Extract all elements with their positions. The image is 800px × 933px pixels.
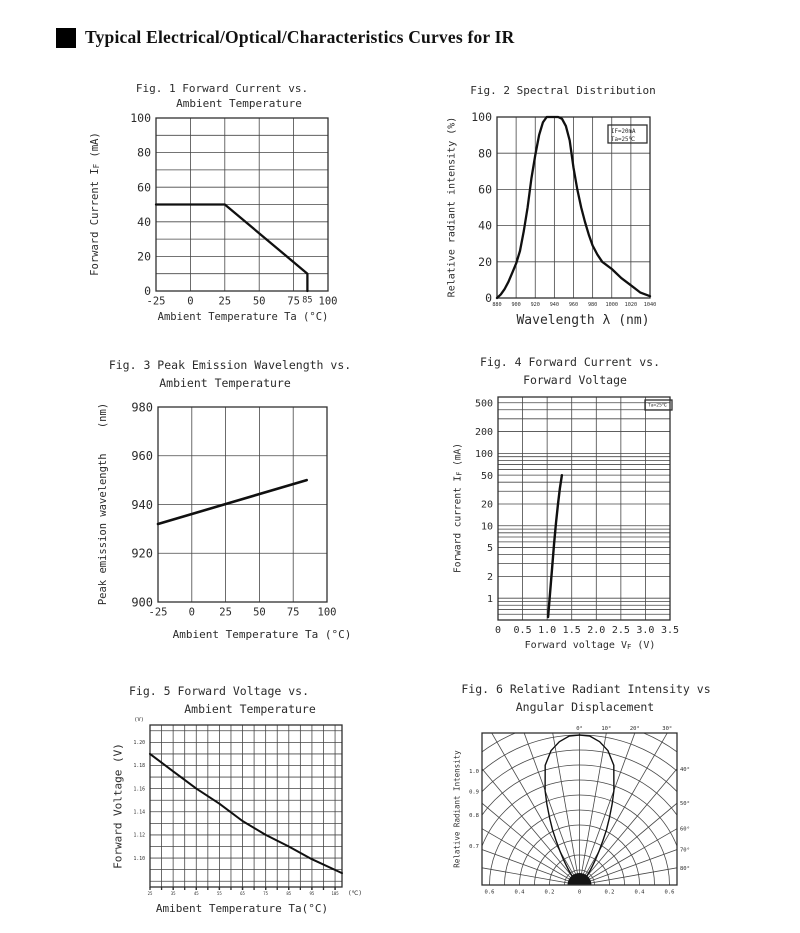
svg-text:80°: 80° (680, 865, 690, 872)
svg-text:500: 500 (474, 398, 493, 410)
svg-text:980: 980 (587, 302, 598, 309)
svg-text:1.10: 1.10 (133, 856, 145, 862)
figure-5-x-axis-label: Amibent Temperature Ta(°C) (155, 902, 329, 915)
svg-text:2.0: 2.0 (587, 625, 606, 636)
svg-text:1: 1 (486, 593, 493, 605)
figure-6-title-line2: Angular Displacement (515, 700, 655, 714)
svg-text:1.14: 1.14 (133, 810, 145, 816)
svg-text:1.18: 1.18 (133, 764, 145, 770)
svg-text:0.2: 0.2 (544, 889, 555, 896)
bullet-square-icon (56, 28, 76, 48)
figure-4-plot (420, 352, 800, 662)
svg-text:20: 20 (480, 499, 493, 511)
svg-text:60: 60 (137, 180, 151, 195)
svg-text:1.5: 1.5 (562, 625, 581, 636)
svg-text:(℃): (℃) (348, 890, 362, 897)
svg-text:0: 0 (577, 889, 582, 896)
svg-text:1.12: 1.12 (133, 833, 145, 839)
figure-2-title-line1: Fig. 2 Spectral Distribution (470, 84, 656, 97)
svg-text:(V): (V) (134, 717, 144, 723)
svg-text:940: 940 (131, 497, 153, 512)
svg-text:55: 55 (216, 891, 222, 896)
svg-text:1.16: 1.16 (133, 787, 145, 793)
figure-4-x-axis-label: Forward voltage VF (V) (524, 640, 656, 652)
svg-text:5: 5 (486, 543, 493, 555)
figure-2-y-axis-label: Relative radiant intensity (%) (446, 116, 458, 298)
figure-3 (60, 352, 390, 652)
svg-text:960: 960 (568, 302, 579, 309)
figure-3-title-line2: Ambient Temperature (159, 376, 291, 390)
svg-text:95: 95 (309, 891, 315, 896)
svg-text:105: 105 (331, 891, 339, 896)
figure-4-y-axis-label: Forward current IF (mA) (452, 443, 464, 573)
svg-text:0.5: 0.5 (513, 625, 532, 636)
svg-text:920: 920 (131, 546, 153, 561)
figure-1-y-axis-label: Forward Current IF (mA) (89, 132, 102, 276)
svg-text:0: 0 (485, 291, 492, 306)
svg-text:60°: 60° (680, 826, 690, 833)
svg-text:1040: 1040 (643, 302, 657, 309)
svg-text:940: 940 (549, 302, 560, 309)
svg-text:100: 100 (471, 110, 492, 125)
svg-text:100: 100 (317, 606, 337, 619)
svg-text:100: 100 (474, 448, 493, 460)
figure-5-y-axis-label: Forward Voltage (V) (111, 743, 125, 869)
svg-text:980: 980 (131, 400, 153, 415)
svg-text:200: 200 (474, 427, 493, 439)
svg-text:35: 35 (170, 891, 176, 896)
svg-text:3.0: 3.0 (636, 625, 655, 636)
svg-text:0.6: 0.6 (484, 889, 495, 896)
svg-text:60: 60 (478, 182, 492, 197)
svg-text:0: 0 (144, 284, 151, 299)
svg-text:900: 900 (511, 302, 521, 309)
svg-text:85: 85 (286, 891, 292, 896)
svg-text:920: 920 (530, 302, 540, 309)
svg-text:0°: 0° (576, 726, 583, 732)
figure-2-x-axis-label: Wavelength λ (nm) (516, 313, 650, 328)
svg-text:880: 880 (492, 302, 502, 309)
svg-text:75: 75 (286, 606, 300, 619)
svg-text:100: 100 (130, 111, 151, 126)
figure-5-plot (60, 680, 400, 930)
figure-3-title-line1: Fig. 3 Peak Emission Wavelength vs. (108, 358, 352, 372)
svg-text:75: 75 (287, 295, 300, 308)
svg-text:1.0: 1.0 (469, 769, 479, 776)
svg-text:0.7: 0.7 (469, 844, 479, 851)
svg-text:85: 85 (302, 295, 313, 306)
svg-text:960: 960 (131, 449, 153, 464)
page-title: Typical Electrical/Optical/Characteristics Curves for IR (85, 27, 515, 47)
figure-1-title-line2: Ambient Temperature (176, 97, 302, 110)
svg-text:0: 0 (494, 625, 502, 636)
svg-text:50: 50 (252, 295, 266, 308)
figure-5-title-line2: Ambient Temperature (184, 702, 316, 716)
svg-text:0: 0 (188, 606, 195, 619)
svg-text:75: 75 (263, 891, 269, 896)
svg-text:70°: 70° (680, 847, 690, 854)
svg-text:65: 65 (240, 891, 245, 896)
svg-text:1020: 1020 (624, 302, 638, 309)
svg-text:50: 50 (253, 606, 266, 619)
figure-2 (420, 78, 780, 358)
svg-text:40: 40 (478, 218, 492, 233)
figure-4 (420, 352, 800, 662)
figure-3-plot (60, 352, 390, 652)
svg-text:45: 45 (193, 891, 199, 896)
svg-text:1000: 1000 (605, 302, 618, 309)
svg-text:25: 25 (218, 295, 232, 308)
svg-text:1.20: 1.20 (133, 741, 145, 747)
svg-text:Ta=25℃: Ta=25℃ (648, 403, 667, 409)
svg-text:0.6: 0.6 (664, 889, 675, 896)
figure-4-title-line1: Fig. 4 Forward Current vs. (479, 355, 661, 369)
svg-text:-25: -25 (146, 295, 166, 308)
svg-text:50°: 50° (680, 801, 690, 808)
svg-text:0.4: 0.4 (514, 889, 525, 896)
svg-text:50: 50 (480, 470, 493, 482)
svg-text:2.5: 2.5 (611, 625, 630, 636)
figure-6 (420, 680, 800, 933)
figure-1 (60, 78, 390, 358)
svg-text:0.4: 0.4 (634, 889, 645, 896)
figure-3-x-axis-label: Ambient Temperature Ta (°C) (172, 628, 352, 641)
svg-text:20°: 20° (629, 726, 640, 732)
page-header (56, 27, 515, 48)
figure-3-y-axis-label: Peak emission wavelength (nm) (97, 402, 109, 606)
svg-text:0.9: 0.9 (469, 789, 479, 796)
svg-text:20: 20 (137, 249, 151, 264)
svg-text:25: 25 (147, 891, 153, 896)
svg-text:2: 2 (486, 571, 493, 583)
svg-text:80: 80 (137, 145, 151, 160)
figure-5 (60, 680, 400, 930)
svg-text:Ta=25℃: Ta=25℃ (611, 137, 635, 144)
svg-text:1.0: 1.0 (538, 625, 557, 636)
svg-text:100: 100 (318, 295, 338, 308)
svg-text:0: 0 (187, 295, 194, 308)
svg-text:0.2: 0.2 (604, 889, 615, 896)
svg-text:80: 80 (478, 146, 492, 161)
figure-5-title-line1: Fig. 5 Forward Voltage vs. (128, 684, 310, 698)
svg-text:30°: 30° (662, 726, 673, 732)
svg-text:40°: 40° (680, 766, 690, 773)
figure-1-title-line1: Fig. 1 Forward Current vs. (135, 82, 309, 95)
svg-text:3.5: 3.5 (660, 625, 680, 636)
svg-text:IF=20mA: IF=20mA (611, 128, 636, 135)
figure-6-title-line1: Fig. 6 Relative Radiant Intensity vs (461, 682, 711, 696)
figure-4-title-line2: Forward Voltage (523, 373, 627, 387)
figure-6-polar-plot (420, 680, 800, 933)
svg-text:900: 900 (131, 595, 153, 610)
svg-text:20: 20 (478, 254, 492, 269)
svg-text:25: 25 (219, 606, 232, 619)
figure-1-x-axis-label: Ambient Temperature Ta (°C) (157, 311, 329, 323)
svg-text:0.8: 0.8 (469, 813, 479, 820)
svg-text:10°: 10° (601, 726, 612, 732)
svg-text:-25: -25 (148, 606, 168, 619)
figure-6-y-axis-label: Relative Radiant Intensity (452, 750, 462, 868)
svg-text:10: 10 (480, 521, 493, 533)
svg-text:40: 40 (137, 214, 151, 229)
